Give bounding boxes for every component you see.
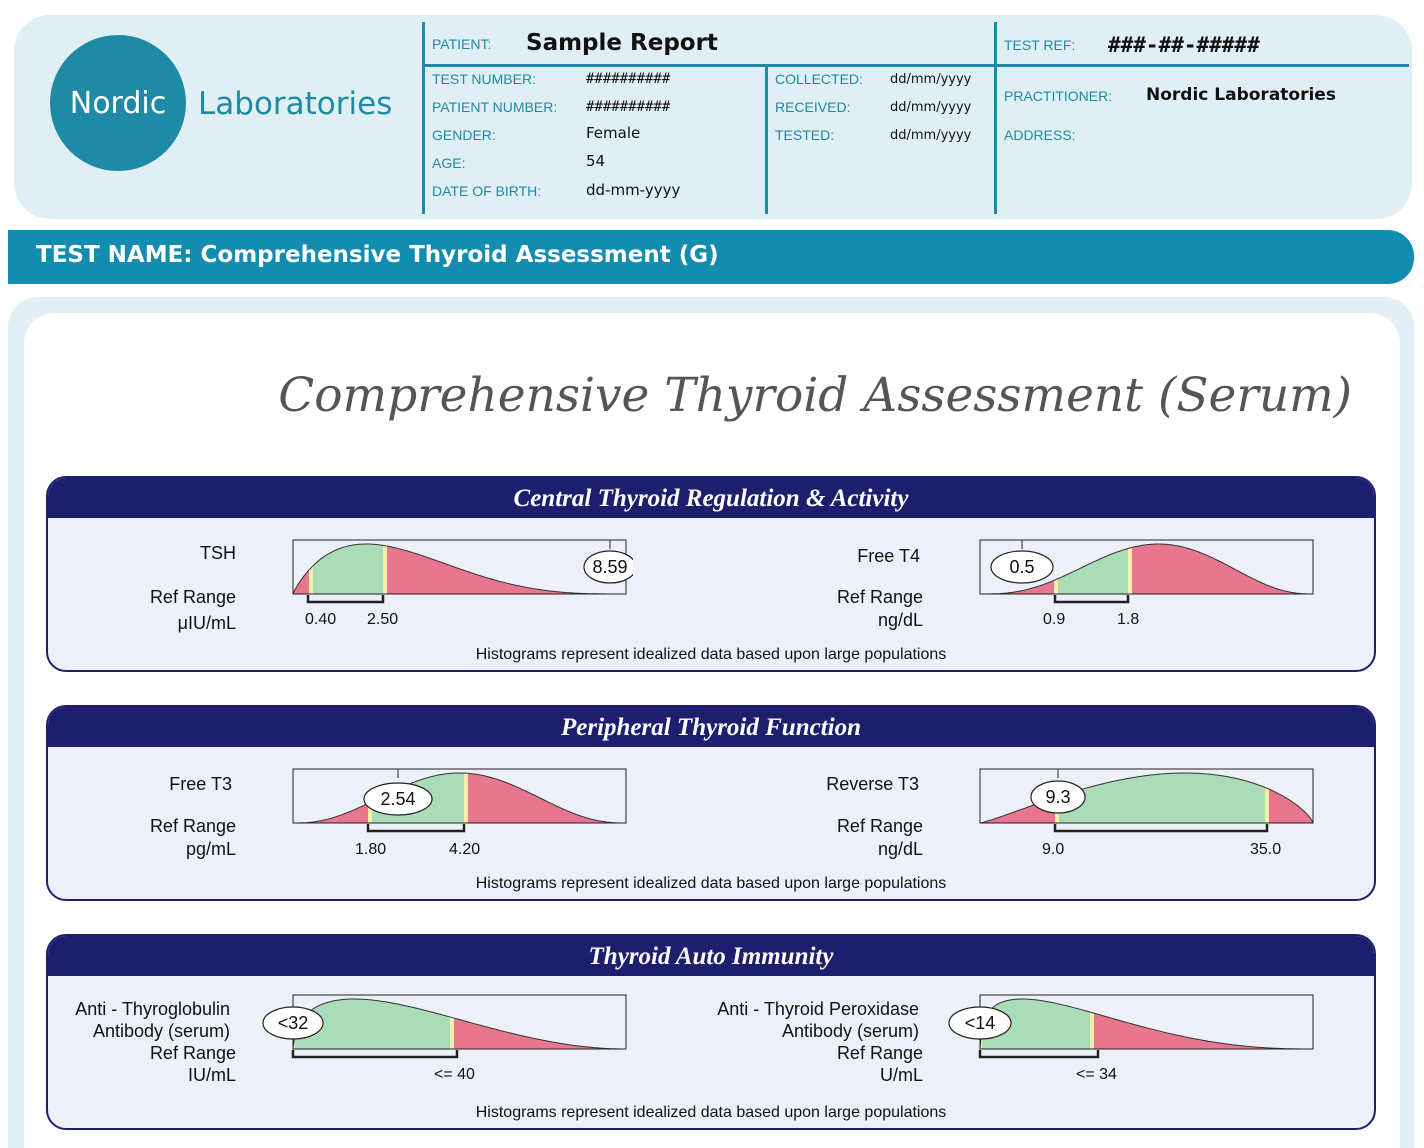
histogram-reverse-t3 — [975, 764, 1320, 839]
range-tick-low: 9.0 — [1042, 841, 1065, 858]
unit-label: pg/mL — [185, 839, 236, 859]
patient-number-value: ########## — [586, 99, 671, 115]
header-divider — [765, 66, 768, 214]
panel-title: Thyroid Auto Immunity — [48, 936, 1374, 976]
histogram-free-t4 — [975, 535, 1320, 610]
practitioner-value: Nordic Laboratories — [1146, 85, 1336, 105]
test-name-anti-tpo — [717, 998, 919, 1042]
test-name-line: Antibody (serum) — [92, 1021, 230, 1041]
panel-footnote: Histograms represent idealized data based upon large populations — [475, 646, 947, 663]
in-range-area — [1059, 764, 1265, 823]
unit-label: ng/dL — [877, 839, 923, 859]
header-divider — [422, 22, 425, 214]
range-edge-high — [1265, 764, 1269, 823]
ref-range-bracket — [1055, 824, 1267, 831]
histogram-anti-tpo — [942, 990, 1320, 1065]
result-value: 2.54 — [380, 789, 416, 809]
histogram-fill — [293, 535, 626, 594]
range-tick-high: 2.50 — [367, 611, 399, 628]
received-value: dd/mm/yyyy — [890, 100, 972, 115]
test-name-reverse-t3: Reverse T3 — [826, 774, 919, 794]
histogram-free-t3 — [288, 764, 633, 839]
range-edge-low — [309, 535, 313, 594]
test-name: TEST NAME: Comprehensive Thyroid Assessment (G) — [36, 242, 719, 268]
range-tick-high: 35.0 — [1250, 841, 1282, 858]
unit-label: U/mL — [879, 1065, 923, 1085]
test-name-anti-tg — [75, 998, 230, 1042]
histogram-anti-tg — [255, 990, 633, 1065]
panel-footnote: Histograms represent idealized data based upon large populations — [475, 875, 947, 892]
tested-label: TESTED: — [775, 127, 835, 143]
patient-value: Sample Report — [526, 30, 718, 56]
patient-number-label: PATIENT NUMBER: — [432, 99, 558, 115]
range-tick-high: 1.8 — [1117, 611, 1140, 628]
range-edge-high — [383, 535, 387, 594]
range-tick-high: <= 40 — [434, 1066, 475, 1083]
ref-range-bracket — [980, 1050, 1098, 1057]
panel-title: Peripheral Thyroid Function — [48, 707, 1374, 747]
range-edge-high — [1090, 990, 1094, 1049]
panel-title: Central Thyroid Regulation & Activity — [48, 478, 1374, 518]
gender-value: Female — [586, 124, 641, 142]
ref-range-label: Ref Range — [149, 587, 236, 607]
age-value: 54 — [586, 152, 606, 170]
histogram-tsh — [288, 535, 633, 610]
ref-range-label: Ref Range — [836, 587, 923, 607]
age-label: AGE: — [432, 155, 466, 171]
collected-value: dd/mm/yyyy — [890, 72, 972, 87]
test-number-value: ########## — [586, 71, 671, 87]
patient-label: PATIENT: — [432, 36, 492, 52]
result-value: <14 — [964, 1013, 996, 1033]
page-title: Comprehensive Thyroid Assessment (Serum) — [278, 368, 1352, 423]
histogram-fill — [980, 764, 1313, 823]
unit-label: ng/dL — [877, 610, 923, 630]
received-label: RECEIVED: — [775, 99, 851, 115]
ref-range-label: Ref Range — [836, 1043, 923, 1063]
range-edge-low — [1054, 535, 1058, 594]
panel-footnote: Histograms represent idealized data based upon large populations — [475, 1104, 947, 1121]
test-number-label: TEST NUMBER: — [432, 71, 536, 87]
ref-range-bracket — [368, 824, 464, 831]
range-tick-high: <= 34 — [1076, 1066, 1117, 1083]
result-value: 8.59 — [592, 557, 628, 577]
dob-value: dd-mm-yyyy — [586, 181, 681, 199]
test-name-line: Anti - Thyroglobulin — [75, 999, 230, 1019]
result-value: 9.3 — [1045, 787, 1071, 807]
in-range-area — [1058, 535, 1128, 594]
ref-range-bracket — [308, 595, 383, 602]
practitioner-label: PRACTITIONER: — [1004, 88, 1113, 104]
result-value: 0.5 — [1009, 557, 1035, 577]
test-name-free-t4: Free T4 — [857, 546, 920, 566]
range-edge-high — [1128, 535, 1132, 594]
test-name-tsh: TSH — [200, 543, 236, 563]
header-rule — [422, 64, 1409, 67]
test-ref-value: ###-##-##### — [1108, 33, 1260, 57]
ref-range-label: Ref Range — [149, 816, 236, 836]
header-divider — [994, 22, 997, 214]
ref-range-label: Ref Range — [836, 816, 923, 836]
test-name-line: Antibody (serum) — [781, 1021, 919, 1041]
unit-label: IU/mL — [187, 1065, 236, 1085]
dob-label: DATE OF BIRTH: — [432, 183, 542, 199]
range-tick-low: 0.9 — [1043, 611, 1066, 628]
range-tick-low: 1.80 — [355, 841, 387, 858]
logo-word-laboratories: Laboratories — [198, 86, 393, 122]
test-ref-label: TEST REF: — [1004, 37, 1076, 53]
unit-label: μIU/mL — [177, 613, 236, 633]
ref-range-label: Ref Range — [149, 1043, 236, 1063]
ref-range-bracket — [1055, 595, 1128, 602]
range-edge-high — [450, 990, 454, 1049]
logo-word-nordic: Nordic — [69, 86, 167, 121]
test-name-free-t3: Free T3 — [169, 774, 232, 794]
ref-range-bracket — [293, 1050, 457, 1057]
gender-label: GENDER: — [432, 127, 496, 143]
range-tick-low: 0.40 — [305, 611, 337, 628]
address-label: ADDRESS: — [1004, 127, 1076, 143]
test-name-line: Anti - Thyroid Peroxidase — [717, 999, 919, 1019]
collected-label: COLLECTED: — [775, 71, 863, 87]
tested-value: dd/mm/yyyy — [890, 128, 972, 143]
result-value: <32 — [277, 1013, 309, 1033]
range-tick-high: 4.20 — [449, 841, 481, 858]
